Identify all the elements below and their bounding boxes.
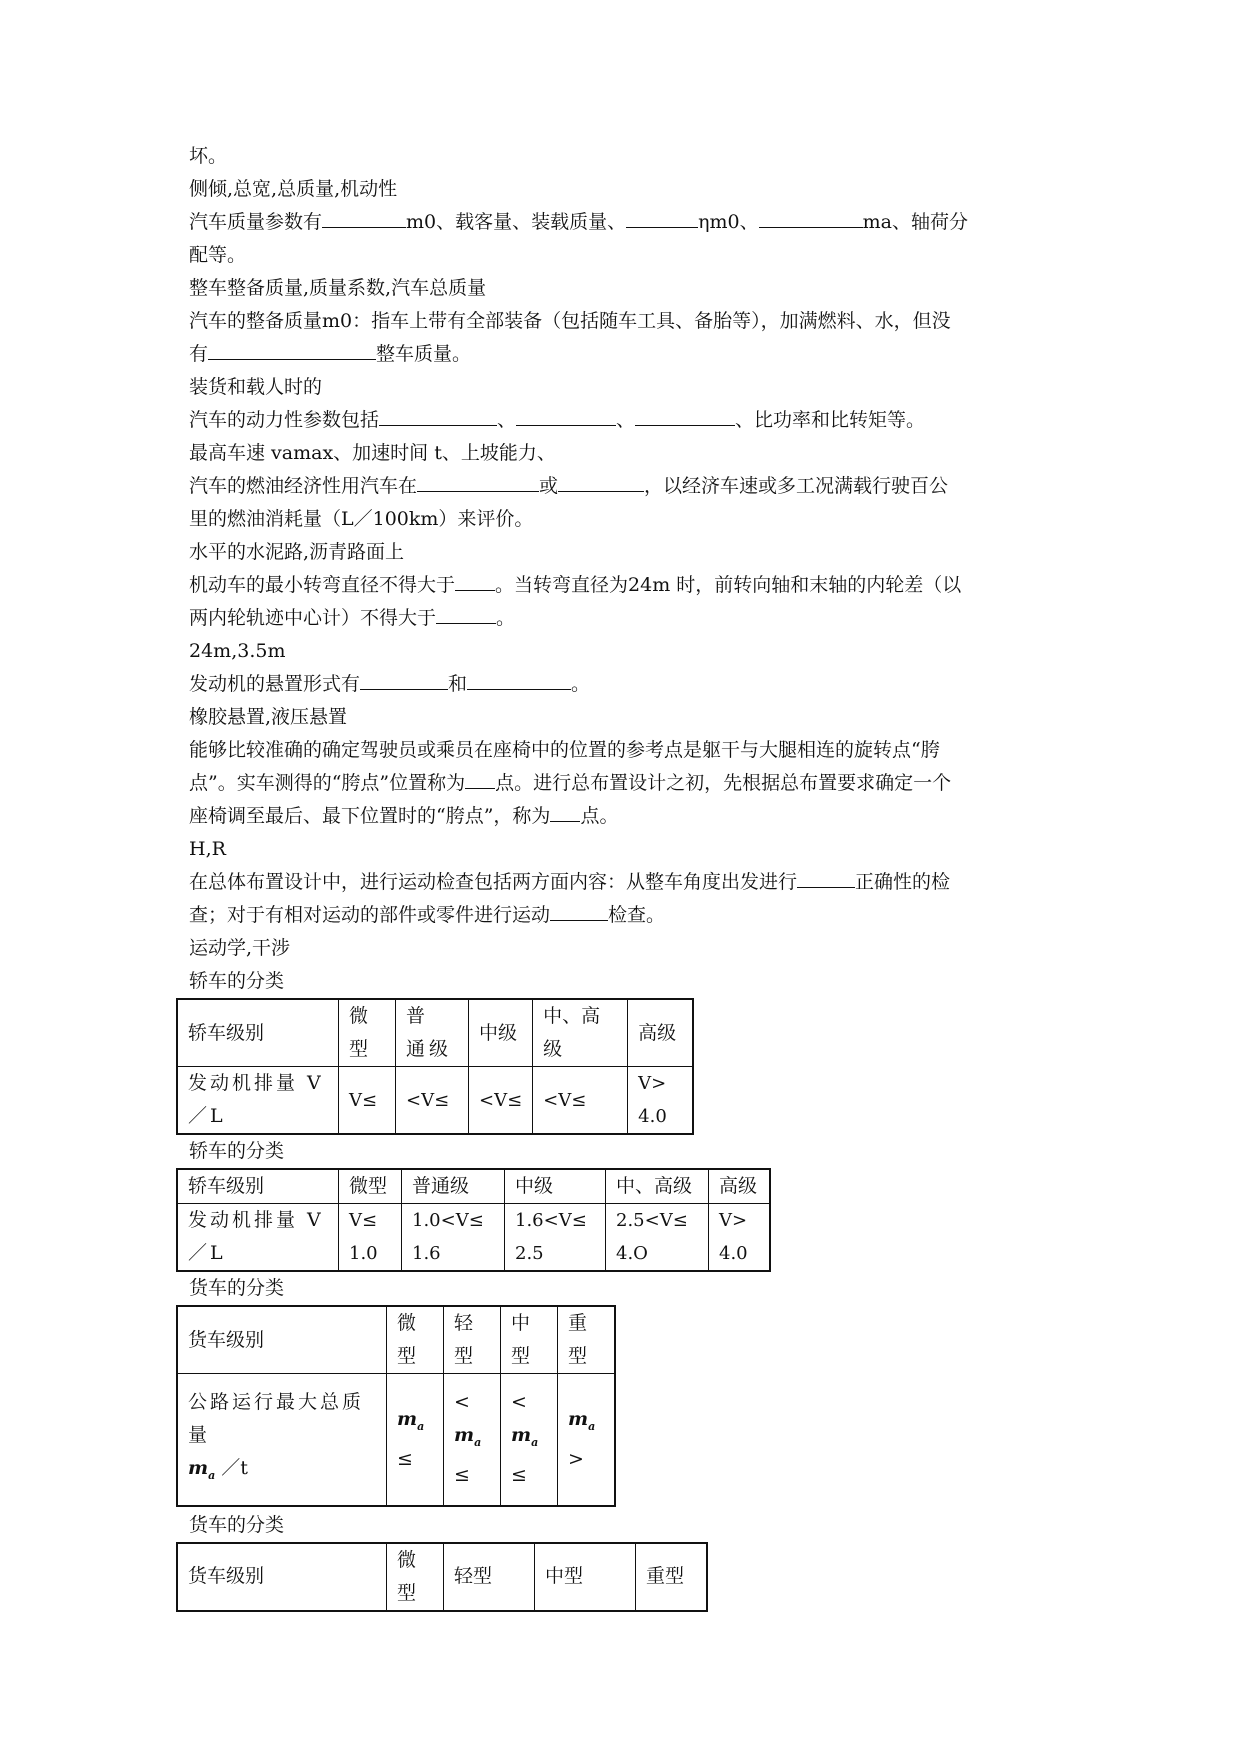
- header-cell: 重型: [558, 1306, 616, 1374]
- header-cell: 中级: [469, 999, 533, 1067]
- table-cell: 1.0<V≤1.6: [402, 1204, 505, 1272]
- answer-line: 水平的水泥路,沥青路面上: [189, 541, 405, 563]
- truck-class-table-1: [176, 1305, 616, 1507]
- header-cell: 轿车级别: [177, 1169, 339, 1204]
- question-line: 机动车的最小转弯直径不得大于 。当转弯直径为24m 时，前转向轴和末轴的内轮差（以: [189, 569, 1057, 602]
- header-cell: 高级: [709, 1169, 771, 1204]
- answer-line: 整车整备质量,质量系数,汽车总质量: [189, 277, 487, 299]
- header-cell: 微型: [387, 1543, 444, 1611]
- table-cell: <V≤: [533, 1067, 628, 1135]
- ma-symbol: $m_a$: [188, 1457, 216, 1483]
- table-cell: $m_a$ >: [558, 1374, 616, 1506]
- header-cell: 中、高级: [533, 999, 628, 1067]
- question-line: 发动机的悬置形式有 和 。: [189, 668, 1057, 701]
- header-cell: 中、高级: [606, 1169, 709, 1204]
- table-cell: <V≤: [469, 1067, 533, 1135]
- table-cell: <V≤: [396, 1067, 469, 1135]
- table-cell: 发动机排量 V／L: [177, 1204, 339, 1272]
- header-cell: 微型: [339, 999, 396, 1067]
- header-cell: 轻型: [444, 1306, 501, 1374]
- table-caption: 轿车的分类: [189, 1140, 285, 1162]
- question-line: 在总体布置设计中，进行运动检查包括两方面内容：从整车角度出发进行 正确性的检: [189, 866, 1057, 899]
- table-cell: < $m_a$ ≤: [444, 1374, 501, 1506]
- table-caption: 货车的分类: [189, 1513, 285, 1536]
- header-cell: 微型: [387, 1306, 444, 1374]
- answer-line: 运动学,干涉: [189, 937, 291, 959]
- table-cell: 发动机排量 V／L: [177, 1067, 339, 1135]
- question-line: 两内轮轨迹中心计）不得大于 。: [189, 602, 1057, 635]
- header-cell: 中型: [535, 1543, 636, 1611]
- question-line: 里的燃油消耗量（L／100km）来评价。: [189, 508, 534, 530]
- table-cell: 2.5<V≤4.O: [606, 1204, 709, 1272]
- question-line: 能够比较准确的确定驾驶员或乘员在座椅中的位置的参考点是躯干与大腿相连的旋转点“胯: [189, 739, 940, 761]
- header-cell: 中型: [501, 1306, 558, 1374]
- question-line: 汽车的整备质量m0：指车上带有全部装备（包括随车工具、备胎等），加满燃料、水，但没: [189, 310, 951, 332]
- table-cell: V>4.0: [709, 1204, 771, 1272]
- table-cell: 公路运行最大总质量 $m_a$ ／t: [177, 1374, 387, 1506]
- header-cell: 微型: [339, 1169, 402, 1204]
- truck-class-table-2: [176, 1542, 708, 1612]
- document-body: [189, 140, 1057, 1612]
- table-cell: V≤: [339, 1067, 396, 1135]
- header-cell: 轻型: [444, 1543, 535, 1611]
- answer-line: 装货和载人时的: [189, 376, 323, 398]
- header-cell: 货车级别: [177, 1306, 387, 1374]
- header-cell: 中级: [505, 1169, 606, 1204]
- table-caption: 轿车的分类: [189, 970, 285, 992]
- question-line: 汽车的燃油经济性用汽车在 或 ，以经济车速或多工况满载行驶百公: [189, 470, 1057, 503]
- table-cell: < $m_a$ ≤: [501, 1374, 558, 1506]
- table-caption: 货车的分类: [189, 1277, 285, 1299]
- header-cell: 货车级别: [177, 1543, 387, 1611]
- answer-line: 橡胶悬置,液压悬置: [189, 706, 348, 728]
- sedan-class-table-2: [176, 1168, 771, 1272]
- header-cell: 普 通级: [396, 999, 469, 1067]
- text-line: 配等。: [189, 244, 247, 266]
- table-cell: V>4.0: [628, 1067, 694, 1135]
- text-line: 坏。: [189, 145, 228, 167]
- answer-line: H,R: [189, 838, 226, 860]
- answer-line: 最高车速 vamax、加速时间 t、上坡能力、: [189, 442, 556, 464]
- question-line: 座椅调至最后、最下位置时的“胯点”，称为 点。: [189, 800, 1057, 833]
- question-line: 查；对于有相对运动的部件或零件进行运动 检查。: [189, 899, 1057, 932]
- header-cell: 高级: [628, 999, 694, 1067]
- answer-line: 侧倾,总宽,总质量,机动性: [189, 178, 398, 200]
- question-line: 汽车的动力性参数包括 、 、 、比功率和比转矩等。: [189, 404, 1057, 437]
- header-cell: 重型: [636, 1543, 708, 1611]
- table-cell: V≤1.0: [339, 1204, 402, 1272]
- sedan-class-table-1: [176, 998, 694, 1135]
- table-cell: $m_a$ ≤: [387, 1374, 444, 1506]
- table-cell: 1.6<V≤2.5: [505, 1204, 606, 1272]
- question-line: 有 整车质量。: [189, 338, 1057, 371]
- question-line: 汽车质量参数有 m0、载客量、装载质量、 ηm0、 ma、轴荷分: [189, 206, 1057, 239]
- answer-line: 24m,3.5m: [189, 640, 286, 662]
- header-cell: 普通级: [402, 1169, 505, 1204]
- question-line: 点”。实车测得的“胯点”位置称为 点。进行总布置设计之初，先根据总布置要求确定一个: [189, 767, 1057, 800]
- header-cell: 轿车级别: [177, 999, 339, 1067]
